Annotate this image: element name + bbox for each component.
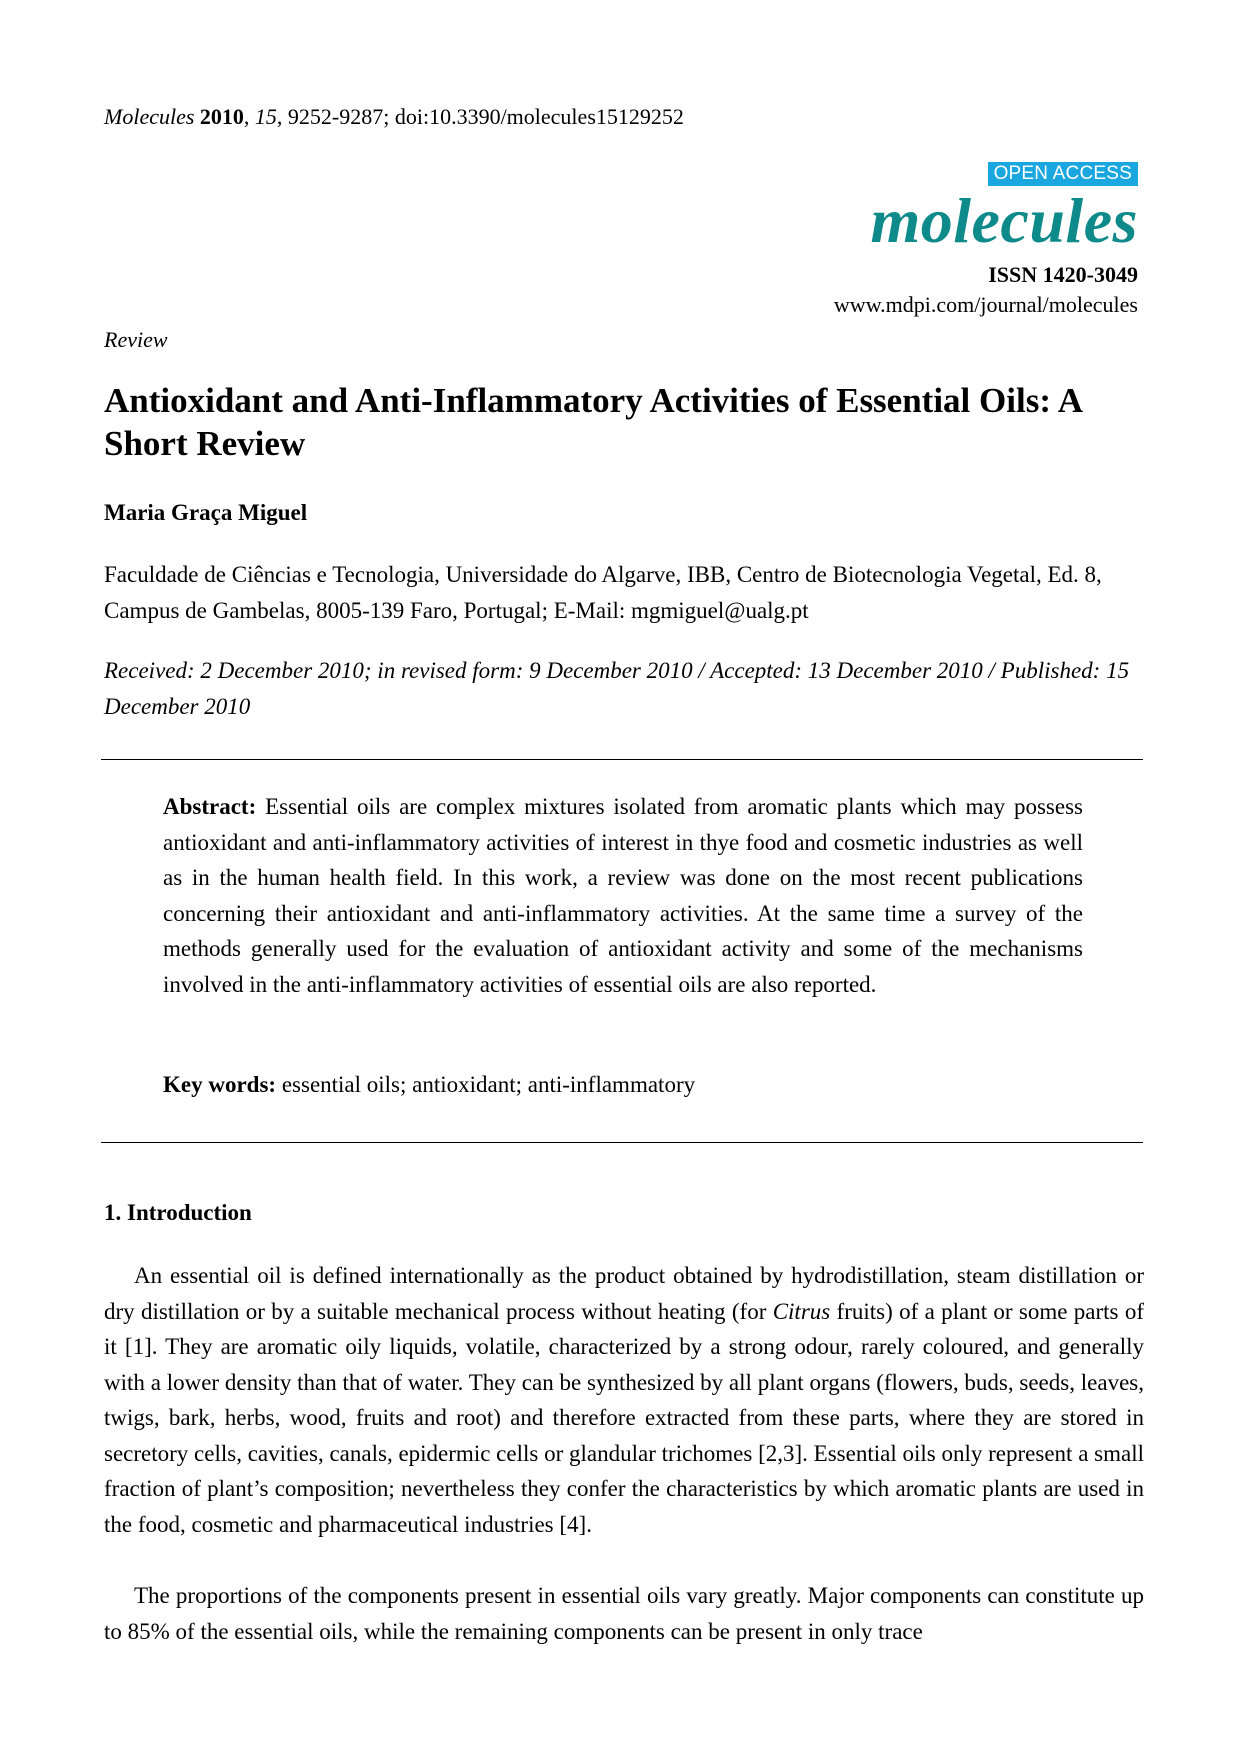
keywords-label: Key words:	[163, 1072, 277, 1097]
publication-dates: Received: 2 December 2010; in revised form: 9 December 2010 / Accepted: 13 December 2010 / Published: 15 December 2010	[104, 658, 1130, 719]
keywords	[163, 1072, 695, 1098]
citation-volume: 15	[254, 104, 277, 129]
keywords-text: essential oils; antioxidant; anti-inflammatory	[281, 1072, 696, 1097]
citation-journal: Molecules	[104, 104, 195, 129]
journal-logo: molecules	[870, 185, 1138, 256]
section-heading-introduction: 1. Introduction	[104, 1200, 252, 1225]
divider-bottom	[101, 1142, 1143, 1143]
abstract-label: Abstract:	[163, 794, 257, 819]
intro-p1-part-a: An essential oil is defined internationally as the product obtained by hydrodistillation, steam distillation or dry distillation or by a suitable mechanical process without heating (for	[104, 1263, 1144, 1324]
article-type: Review	[104, 327, 168, 352]
citation-pages-doi: , 9252-9287; doi:10.3390/molecules15129252	[276, 104, 684, 129]
issn: ISSN 1420-3049	[988, 262, 1138, 287]
intro-paragraph-2: The proportions of the components present in essential oils vary greatly. Major components can constitute up to 85% of the essential oils, while the remaining components can be present in only trace	[104, 1583, 1144, 1644]
citation-line: Molecules 2010, 15, 9252-9287; doi:10.3390/molecules15129252	[104, 104, 684, 129]
abstract	[163, 789, 1083, 1002]
author-name: Maria Graça Miguel	[104, 500, 308, 525]
journal-url[interactable]: www.mdpi.com/journal/molecules	[833, 292, 1138, 317]
article-title: Antioxidant and Anti-Inflammatory Activities of Essential Oils: A Short Review	[104, 381, 1082, 463]
intro-paragraph-1	[104, 1258, 1144, 1542]
open-access-badge: OPEN ACCESS	[988, 162, 1138, 186]
citation-year: 2010	[199, 104, 244, 129]
divider-top	[101, 759, 1143, 760]
intro-p1-part-b: fruits) of a plant or some parts of it [1]. They are aromatic oily liquids, volatile, characterized by a strong odour, rarely coloured, and generally with a lower density than that of water. They can be synthesized by all plant organs (flowers, buds, seeds, leaves, twigs, bark, herbs, wood, fruits and root) and therefore extracted from these parts, where they are stored in secretory cells, cavities, canals, epidermic cells or glandular trichomes [2,3]. Essential oils only represent a small fraction of plant’s composition; nevertheless they confer the characteristics by which aromatic plants are used in the food, cosmetic and pharmaceutical industries [4].	[104, 1298, 1144, 1537]
author-affiliation: Faculdade de Ciências e Tecnologia, Universidade do Algarve, IBB, Centro de Biotecnologia Vegetal, Ed. 8, Campus de Gambelas, 8005-139 Faro, Portugal; E-Mail: mgmiguel@ualg.pt	[104, 562, 1102, 623]
abstract-text: Essential oils are complex mixtures isolated from aromatic plants which may possess antioxidant and anti-inflammatory activities of interest in thye food and cosmetic industries as well as in the human health field. In this work, a review was done on the most recent publications concerning their antioxidant and anti-inflammatory activities. At the same time a survey of the methods generally used for the evaluation of antioxidant activity and some of the mechanisms involved in the anti-inflammatory activities of essential oils are also reported.	[163, 794, 1083, 997]
intro-p1-italic: Citrus	[772, 1298, 831, 1324]
